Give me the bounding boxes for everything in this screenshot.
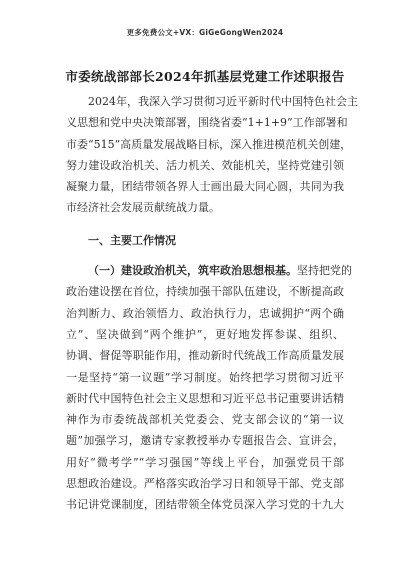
body-line: 协调、督促等职能作用，推动新时代统战工作高质量发展 (66, 349, 344, 363)
intro-line: 义思想和党中央决策部署，围绕省委“1+1+9”工作部署和 (66, 116, 348, 130)
document-body (66, 91, 358, 516)
body-line: 书记讲党课制度，团结带领全体党员深入学习党的十九大 (66, 498, 344, 512)
section-heading: 一、主要工作情况 (88, 233, 176, 247)
body-line: 用好“微考学”“学习强国”等线上平台，加强党员干部 (66, 455, 344, 469)
intro-line: 凝聚力量，团结带领各界人士画出最大同心圆，共同为我 (66, 180, 344, 194)
intro-line: 2024年，我深入学习贯彻习近平新时代中国特色社会主 (88, 95, 358, 108)
body-line: 治判断力、政治领悟力、政治执行力，忠诚拥护“两个确 (66, 306, 344, 320)
intro-line: 努力建设政治机关、活力机关、效能机关，坚持党建引领 (66, 158, 344, 172)
body-line: 一是坚持“第一议题”学习制度。始终把学习贯彻习近平 (66, 370, 344, 384)
body-line: 立”、坚决做到“两个维护”，更好地发挥参谋、组织、 (66, 327, 344, 341)
document-title: 市委统战部部长2024年抓基层党建工作述职报告 (65, 69, 345, 84)
subsection-heading: （一）建设政治机关，筑牢政治思想根基。 (88, 264, 297, 278)
body-line: 思想政治建设。严格落实政治学习日和领导干部、党支部 (66, 477, 344, 491)
subsection-first-line-text: 坚持把党的 (297, 264, 352, 278)
header-note: 更多免费公文+VX：GiGeGongWen2024 (126, 28, 284, 37)
body-line: 政治建设摆在首位，持续加强干部队伍建设，不断提高政 (66, 285, 344, 299)
intro-line: 市委“515”高质量发展战略目标，深入推进模范机关创建， (66, 137, 352, 151)
body-line: 题”加强学习，邀请专家教授举办专题报告会、宣讲会， (66, 434, 344, 448)
intro-line: 市经济社会发展贡献统战力量。 (66, 201, 220, 215)
subsection-first-line (66, 260, 352, 281)
body-line: 神作为市委统战部机关党委会、党支部会议的“第一议 (66, 413, 344, 427)
body-line: 新时代中国特色社会主义思想和习近平总书记重要讲话精 (66, 391, 344, 405)
